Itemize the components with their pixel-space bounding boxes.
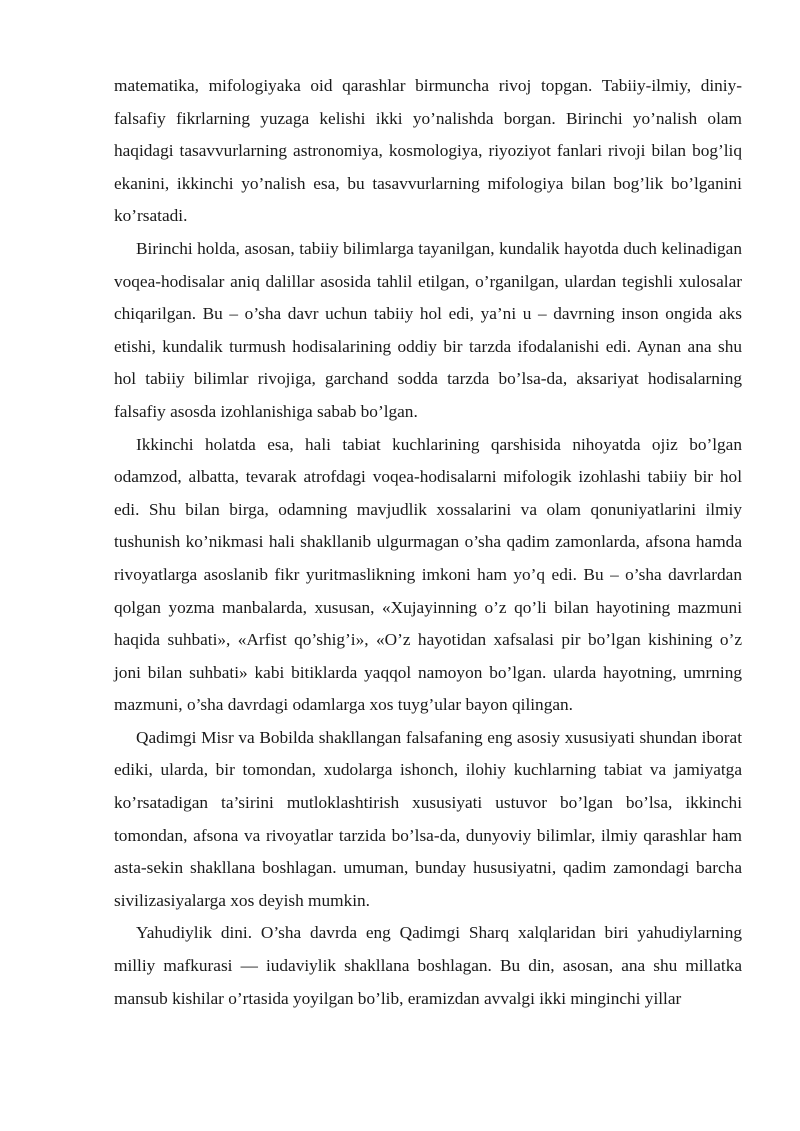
- paragraph-5: Yahudiylik dini. O’sha davrda eng Qadimgi Sharq xalqlaridan biri yahudiylarning milliy mafkurasi — iudaviylik shakllana boshlagan. Bu din, asosan, ana shu millatka mansub kishilar o’rtasida yoyilgan bo’lib, eramizdan avvalgi ikki minginchi yillar: [114, 923, 742, 1008]
- paragraph-1: matematika, mifologiyaka oid qarashlar birmuncha rivoj topgan. Tabiiy-ilmiy, diniy-falsafiy fikrlarning yuzaga kelishi ikki yo’nalishda borgan. Birinchi yo’nalish olam haqidagi tasavvurlarning astronomiya, kosmologiya, riyoziyot fanlari rivoji bilan bog’liq ekanini, ikkinchi yo’nalish esa, bu tasavvurlarning mifologiya bilan bog’lik bo’lganini ko’rsatadi.: [114, 76, 742, 226]
- paragraph-3: Ikkinchi holatda esa, hali tabiat kuchlarining qarshisida nihoyatda ojiz bo’lgan odamzod, albatta, tevarak atrofdagi voqea-hodisalarni mifologik izohlashi tabiiy bir hol edi. Shu bilan birga, odamning mavjudlik xossalarini va olam qonuniyatlarini ilmiy tushunish ko’nikmasi hali shakllanib ulgurmagan o’sha qadim zamonlarda, afsona hamda rivoyatlarga asoslanib fikr yuritmaslikning imkoni ham yo’q edi. Bu – o’sha davrlardan qolgan yozma manbalarda, xususan, «Xujayinning o’z qo’li bilan hayotining mazmuni haqida suhbati», «Arfist qo’shig’i», «O’z hayotidan xafsalasi pir bo’lgan kishining o’z joni bilan suhbati» kabi bitiklarda yaqqol namoyon bo’lgan. ularda hayotning, umrning mazmuni, o’sha davrdagi odamlarga xos tuyg’ular bayon qilingan.: [114, 434, 742, 715]
- paragraph-4: Qadimgi Misr va Bobilda shakllangan falsafaning eng asosiy xususiyati shundan iborat ediki, ularda, bir tomondan, xudolarga ishonch, ilohiy kuchlarning tabiat va jamiyatga ko’rsatadigan ta’sirini mutloklashtirish xususiyati ustuvor bo’lgan bo’lsa, ikkinchi tomondan, afsona va rivoyatlar tarzida bo’lsa-da, dunyoviy bilimlar, ilmiy qarashlar ham asta-sekin shakllana boshlagan. umuman, bunday hususiyatni, qadim zamondagi barcha sivilizasiyalarga xos deyish mumkin.: [114, 727, 742, 910]
- document-page: [114, 70, 742, 1015]
- paragraph-2: Birinchi holda, asosan, tabiiy bilimlarga tayanilgan, kundalik hayotda duch kelinadigan voqea-hodisalar aniq dalillar asosida tahlil etilgan, o’rganilgan, ulardan tegishli xulosalar chiqarilgan. Bu – o’sha davr uchun tabiiy hol edi, ya’ni u – davrning inson ongida aks etishi, kundalik turmush hodisalarining oddiy bir tarzda ifodalanishi edi. Aynan ana shu hol tabiiy bilimlar rivojiga, garchand sodda tarzda bo’lsa-da, aksariyat hodisalarning falsafiy asosda izohlanishiga sabab bo’lgan.: [114, 238, 742, 421]
